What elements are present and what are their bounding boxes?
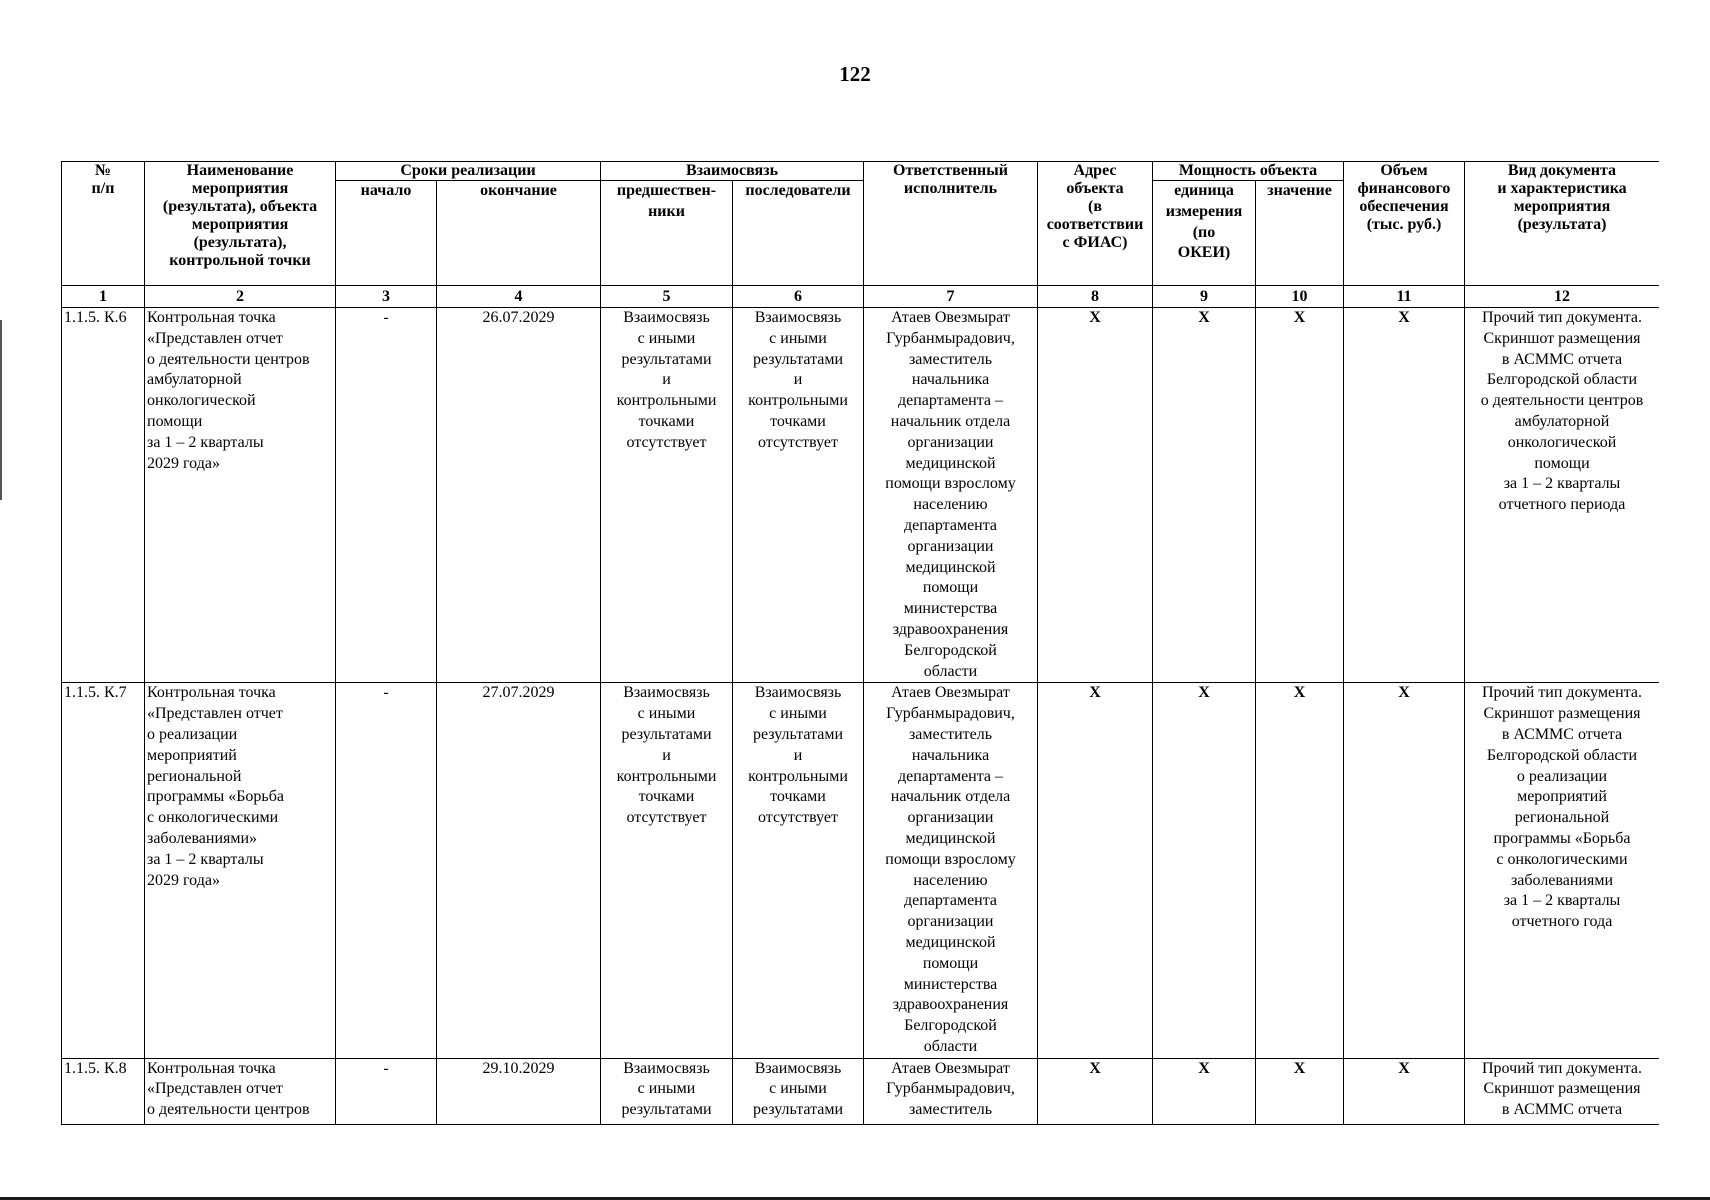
header-responsible: Ответственный исполнитель [864, 162, 1038, 286]
row-doc: Прочий тип документа. Скриншот размещения в АСММС отчета Белгородской области о деятельности центров амбулаторной онкологической помощи за 1 – 2 кварталы отчетного периода [1465, 308, 1660, 683]
row-number: 1.1.5. К.8 [62, 1058, 145, 1124]
row-finance: X [1344, 308, 1465, 683]
column-number: 2 [145, 286, 336, 308]
row-name: Контрольная точка «Представлен отчет о реализации мероприятий региональной программы «Борьба с онкологическими заболеваниями» за 1 – 2 кварталы 2029 года» [145, 683, 336, 1058]
header-relation: Взаимосвязь [601, 162, 864, 181]
row-value: X [1256, 683, 1344, 1058]
row-unit: X [1153, 683, 1256, 1058]
row-address: X [1038, 308, 1153, 683]
row-unit: X [1153, 308, 1256, 683]
row-successors: Взаимосвязь с иными результатами и контрольными точками отсутствует [733, 683, 864, 1058]
column-number: 7 [864, 286, 1038, 308]
row-end: 26.07.2029 [437, 308, 601, 683]
row-start: - [336, 1058, 437, 1124]
row-end: 29.10.2029 [437, 1058, 601, 1124]
row-address: X [1038, 1058, 1153, 1124]
row-number: 1.1.5. К.6 [62, 308, 145, 683]
column-number: 3 [336, 286, 437, 308]
row-name: Контрольная точка «Представлен отчет о деятельности центров амбулаторной онкологической помощи за 1 – 2 кварталы 2029 года» [145, 308, 336, 683]
header-value: значение [1256, 181, 1344, 286]
row-predecessors: Взаимосвязь с иными результатами и контрольными точками отсутствует [601, 683, 733, 1058]
column-number: 12 [1465, 286, 1660, 308]
row-doc: Прочий тип документа. Скриншот размещения в АСММС отчета Белгородской области о реализации мероприятий региональной программы «Борьба с онкологическими заболеваниями за 1 – 2 кварталы отчетного года [1465, 683, 1660, 1058]
row-successors: Взаимосвязь с иными результатами и контрольными точками отсутствует [733, 308, 864, 683]
row-number: 1.1.5. К.7 [62, 683, 145, 1058]
plan-table-container [61, 161, 1659, 1136]
column-number: 4 [437, 286, 601, 308]
column-number: 9 [1153, 286, 1256, 308]
row-finance: X [1344, 683, 1465, 1058]
row-address: X [1038, 683, 1153, 1058]
row-value: X [1256, 308, 1344, 683]
column-number: 5 [601, 286, 733, 308]
column-number: 6 [733, 286, 864, 308]
row-start: - [336, 308, 437, 683]
page-number: 122 [839, 62, 871, 86]
header-end: окончание [437, 181, 601, 286]
header-address: Адрес объекта (в соответствии с ФИАС) [1038, 162, 1153, 286]
scan-edge-mark [0, 320, 2, 500]
row-responsible: Атаев Овезмырат Гурбанмырадович, заместитель начальника департамента – начальник отдела организации медицинской помощи взрослому населению департамента организации медицинской помощи министерства здравоохранения Белгородской области [864, 683, 1038, 1058]
row-predecessors: Взаимосвязь с иными результатами [601, 1058, 733, 1124]
table-row [62, 308, 1660, 683]
header-capacity: Мощность объекта [1153, 162, 1344, 181]
plan-table [61, 161, 1659, 1125]
row-predecessors: Взаимосвязь с иными результатами и контрольными точками отсутствует [601, 308, 733, 683]
row-end: 27.07.2029 [437, 683, 601, 1058]
header-finance: Объем финансового обеспечения (тыс. руб.) [1344, 162, 1465, 286]
header-doc: Вид документа и характеристика мероприятия (результата) [1465, 162, 1660, 286]
column-number: 11 [1344, 286, 1465, 308]
header-name: Наименование мероприятия (результата), объекта мероприятия (результата), контрольной точки [145, 162, 336, 286]
row-responsible: Атаев Овезмырат Гурбанмырадович, заместитель начальника департамента – начальник отдела организации медицинской помощи взрослому населению департамента организации медицинской помощи министерства здравоохранения Белгородской области [864, 308, 1038, 683]
header-unit: единица измерения (по ОКЕИ) [1153, 181, 1256, 286]
row-successors: Взаимосвязь с иными результатами [733, 1058, 864, 1124]
row-unit: X [1153, 1058, 1256, 1124]
column-number: 10 [1256, 286, 1344, 308]
header-num: № п/п [62, 162, 145, 286]
row-doc: Прочий тип документа. Скриншот размещения в АСММС отчета [1465, 1058, 1660, 1124]
table-row [62, 1058, 1660, 1124]
row-finance: X [1344, 1058, 1465, 1124]
header-terms: Сроки реализации [336, 162, 601, 181]
row-start: - [336, 683, 437, 1058]
table-row [62, 683, 1660, 1058]
row-value: X [1256, 1058, 1344, 1124]
column-number: 1 [62, 286, 145, 308]
column-number: 8 [1038, 286, 1153, 308]
header-predecessors: предшествен- ники [601, 181, 733, 286]
row-name: Контрольная точка «Представлен отчет о деятельности центров [145, 1058, 336, 1124]
header-start: начало [336, 181, 437, 286]
header-successors: последователи [733, 181, 864, 286]
row-responsible: Атаев Овезмырат Гурбанмырадович, заместитель [864, 1058, 1038, 1124]
